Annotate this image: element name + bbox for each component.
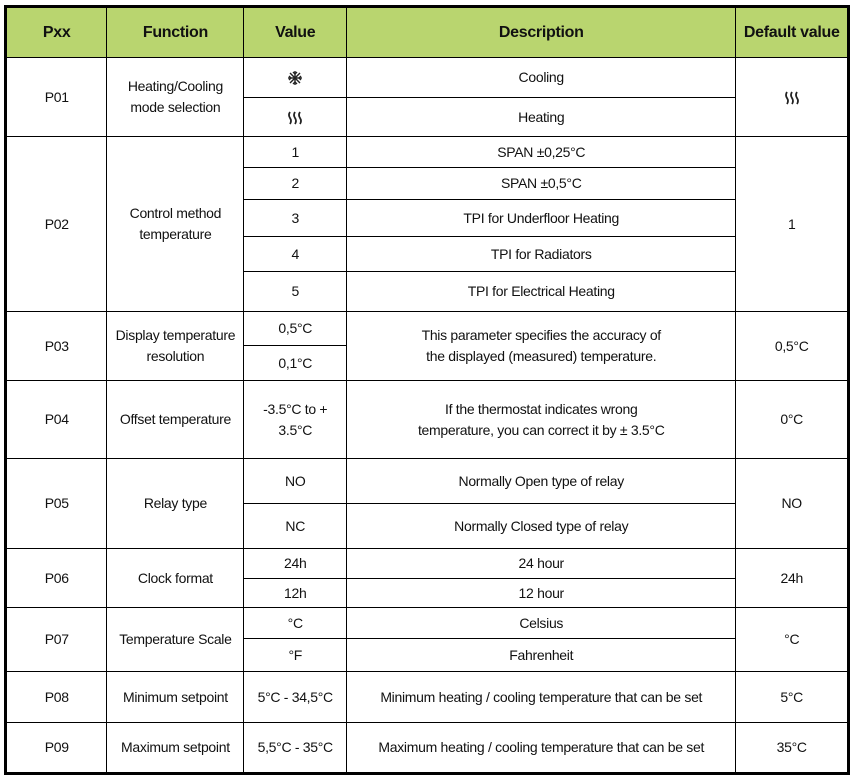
header-description: Description (347, 7, 736, 58)
header-default-value: Default value (736, 7, 849, 58)
param-value: 1 (244, 137, 347, 168)
param-default: 0,5°C (736, 312, 849, 381)
param-description: Cooling (347, 58, 736, 98)
table-row-p05 (6, 459, 849, 504)
param-value: 0,1°C (244, 346, 347, 381)
param-function: Maximum setpoint (107, 723, 244, 774)
table-row-p02 (6, 137, 849, 168)
param-description: 24 hour (347, 549, 736, 579)
param-code: P08 (6, 672, 107, 723)
table-row-p08 (6, 672, 849, 723)
param-default (736, 58, 849, 137)
param-value: 2 (244, 168, 347, 200)
param-code: P07 (6, 608, 107, 672)
snowflake-icon (287, 69, 303, 85)
param-value: 24h (244, 549, 347, 579)
value-cooling (244, 58, 347, 98)
param-function: Offset temperature (107, 381, 244, 459)
param-description: Celsius (347, 608, 736, 639)
param-value: °C (244, 608, 347, 639)
param-description: SPAN ±0,25°C (347, 137, 736, 168)
param-code: P03 (6, 312, 107, 381)
param-description: Heating (347, 98, 736, 137)
header-value: Value (244, 7, 347, 58)
param-description: Fahrenheit (347, 639, 736, 672)
param-value: 3 (244, 200, 347, 237)
table-row-p06 (6, 549, 849, 579)
param-value: 5 (244, 272, 347, 312)
param-value: 4 (244, 237, 347, 272)
param-function: Clock format (107, 549, 244, 608)
param-default: 0°C (736, 381, 849, 459)
param-description: TPI for Radiators (347, 237, 736, 272)
param-function: Temperature Scale (107, 608, 244, 672)
value-heating (244, 98, 347, 137)
param-code: P01 (6, 58, 107, 137)
table-row-p04 (6, 381, 849, 459)
param-value: 0,5°C (244, 312, 347, 346)
param-value: °F (244, 639, 347, 672)
table-row-p03 (6, 312, 849, 346)
param-value: 5,5°C - 35°C (244, 723, 347, 774)
param-function: Control method temperature (107, 137, 244, 312)
param-value: 12h (244, 579, 347, 608)
param-value: -3.5°C to + 3.5°C (244, 381, 347, 459)
parameters-table (4, 5, 850, 775)
param-description: TPI for Electrical Heating (347, 272, 736, 312)
param-function: Minimum setpoint (107, 672, 244, 723)
param-value: NC (244, 504, 347, 549)
param-function: Relay type (107, 459, 244, 549)
param-default: 5°C (736, 672, 849, 723)
param-description: 12 hour (347, 579, 736, 608)
param-code: P05 (6, 459, 107, 549)
param-default: °C (736, 608, 849, 672)
table-row-p09 (6, 723, 849, 774)
param-code: P06 (6, 549, 107, 608)
param-description: This parameter specifies the accuracy of the displayed (measured) temperature. (347, 312, 736, 381)
param-value: 5°C - 34,5°C (244, 672, 347, 723)
param-code: P02 (6, 137, 107, 312)
param-value: NO (244, 459, 347, 504)
header-row (6, 7, 849, 58)
param-default: 24h (736, 549, 849, 608)
param-description: Minimum heating / cooling temperature that can be set (347, 672, 736, 723)
param-code: P09 (6, 723, 107, 774)
param-code: P04 (6, 381, 107, 459)
param-description: Normally Open type of relay (347, 459, 736, 504)
heat-waves-icon (784, 89, 800, 105)
param-description: TPI for Underfloor Heating (347, 200, 736, 237)
heat-waves-icon (287, 109, 303, 125)
param-default: 1 (736, 137, 849, 312)
header-function: Function (107, 7, 244, 58)
table-row-p01 (6, 58, 849, 98)
param-description: Normally Closed type of relay (347, 504, 736, 549)
param-description: Maximum heating / cooling temperature that can be set (347, 723, 736, 774)
table-row-p07 (6, 608, 849, 639)
param-description: If the thermostat indicates wrong temperature, you can correct it by ± 3.5°C (347, 381, 736, 459)
param-default: 35°C (736, 723, 849, 774)
param-description: SPAN ±0,5°C (347, 168, 736, 200)
param-function: Display temperature resolution (107, 312, 244, 381)
param-function: Heating/Cooling mode selection (107, 58, 244, 137)
param-default: NO (736, 459, 849, 549)
header-pxx: Pxx (6, 7, 107, 58)
